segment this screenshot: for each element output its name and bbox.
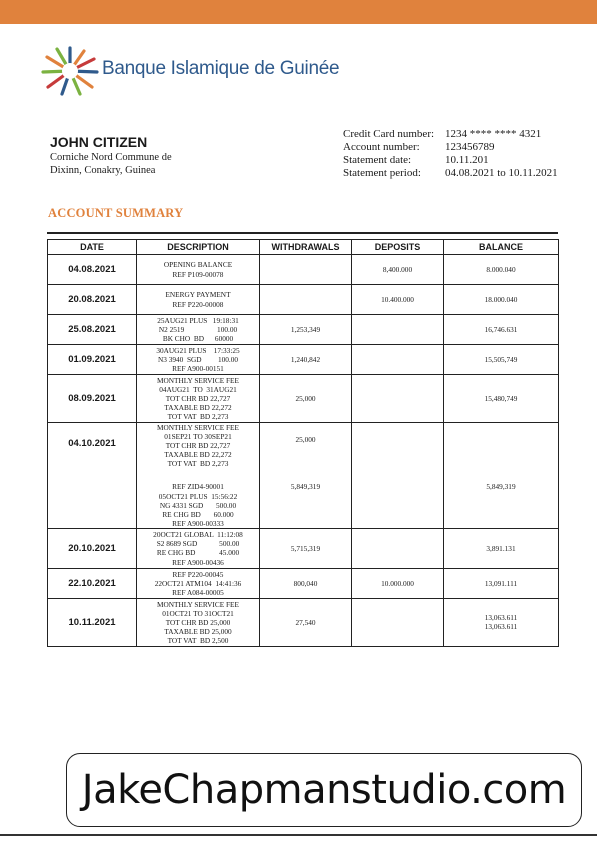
description-line: REF ZID4-90001 [172,482,224,492]
balance-value: 5,849,319 [486,482,516,491]
description-line: 25AUG21 PLUS 19:18:31 [157,315,239,325]
account-label: Statement date: [343,154,412,166]
withdrawal-value: 5,849,319 [290,482,321,492]
description-line: 01OCT21 TO 31OCT21 [162,608,234,618]
row-balance: 15,505,749 [444,345,559,375]
summary-title: ACCOUNT SUMMARY [48,206,184,220]
header-deposits: DEPOSITS [352,240,444,255]
description-gap [137,468,259,482]
table-row [48,568,559,598]
description-line: RE CHG BD 45.000 [156,548,240,558]
description-line: ENERGY PAYMENT [165,290,231,300]
row-date: 01.09.2021 [48,345,137,375]
account-row-statement-period [343,167,558,180]
table-row [48,315,559,345]
account-value: 123456789 [445,141,495,153]
watermark-banner [66,753,582,827]
description-line: REF A900-00436 [172,557,224,567]
account-value: 04.08.2021 to 10.11.2021 [445,167,558,179]
row-date: 08.09.2021 [48,375,137,423]
row-date: 10.11.2021 [48,598,137,646]
row-balance: 18.000.040 [444,285,559,315]
bank-logo-icon [40,45,100,97]
row-deposits [352,375,444,423]
row-description [137,255,260,285]
description-line: 05OCT21 PLUS 15:56:22 [158,491,238,501]
account-details [343,128,558,180]
row-description [137,568,260,598]
client-address-line1: Corniche Nord Commune de [50,152,172,163]
description-line: BK CHO BD 60000 [162,334,234,344]
header-date: DATE [48,240,137,255]
description-line: REF P220-00045 [172,569,224,579]
description-line: S2 8689 SGD 500.00 [156,539,240,549]
table-row [48,528,559,568]
description-line: MONTHLY SERVICE FEE [157,375,239,385]
row-withdrawals: 1,240,842 [260,345,352,375]
description-line: MONTHLY SERVICE FEE [157,599,239,609]
description-line: TAXABLE BD 25,000 [164,626,232,636]
account-label: Account number: [343,141,420,153]
table-row [48,423,559,529]
statement-table [47,239,559,647]
summary-divider [47,232,558,234]
description-line: TOT VAT BD 2,273 [167,459,229,469]
row-deposits [352,528,444,568]
account-row-card [343,128,558,141]
description-line: 22OCT21 ATM104 14:41:36 [154,578,242,588]
top-accent-bar [0,0,597,24]
account-row-statement-date [343,154,558,167]
description-line: TAXABLE BD 22,272 [164,403,232,413]
row-description [137,345,260,375]
account-value: 1234 **** **** 4321 [445,128,542,140]
row-withdrawals: 5,715,319 [260,528,352,568]
description-line: 01SEP21 TO 30SEP21 [164,432,232,442]
description-line: TOT CHR BD 25,000 [165,617,231,627]
row-withdrawals: 1,253,349 [260,315,352,345]
bank-name: Banque Islamique de Guinée [102,58,340,79]
table-row [48,255,559,285]
row-date: 22.10.2021 [48,568,137,598]
row-balance: 16,746.631 [444,315,559,345]
row-description [137,285,260,315]
row-withdrawals: 25,000 [260,375,352,423]
description-line: REF A900-00151 [172,364,224,374]
description-line: NG 4331 SGD 500.00 [159,500,237,510]
withdrawal-value: 25,000 [295,435,316,444]
row-deposits: 8,400.000 [352,255,444,285]
row-balance: 3,891.131 [444,528,559,568]
row-date-text: 04.10.2021 [68,438,116,449]
header-balance: BALANCE [444,240,559,255]
description-line: TOT CHR BD 22,727 [165,393,231,403]
row-description [137,598,260,646]
row-date: 04.08.2021 [48,255,137,285]
description-line: TOT VAT BD 2,273 [167,412,229,422]
header-description: DESCRIPTION [137,240,260,255]
row-balance: 13,091.111 [444,568,559,598]
balance-value: 13,063.611 [484,613,518,623]
description-line: REF P109-00078 [172,269,224,279]
account-label: Statement period: [343,167,421,179]
client-block [50,134,250,177]
row-balance: 8.000.040 [444,255,559,285]
description-line: N3 3940 SGD 100.00 [157,354,239,364]
row-withdrawals: 27,540 [260,598,352,646]
description-line: 20OCT21 GLOBAL 11:12:08 [153,530,243,540]
account-label: Credit Card number: [343,128,435,140]
row-withdrawals [260,423,352,529]
row-withdrawals: 800,040 [260,568,352,598]
row-balance: 15,480,749 [444,375,559,423]
row-withdrawals [260,255,352,285]
row-deposits [352,598,444,646]
row-deposits [352,315,444,345]
row-date: 20.08.2021 [48,285,137,315]
row-description [137,315,260,345]
row-deposits: 10.000.000 [352,568,444,598]
watermark-text: JakeChapmanstudio.com [81,767,567,813]
row-deposits [352,345,444,375]
row-balance [444,598,559,646]
table-header-row [48,240,559,255]
row-date: 20.10.2021 [48,528,137,568]
row-deposits [352,423,444,529]
description-line: 30AUG21 PLUS 17:33:25 [156,345,240,355]
row-date [48,423,137,529]
balance-value: 13,063.611 [484,622,518,632]
description-line: REF A900-00333 [172,518,224,528]
row-description [137,528,260,568]
row-deposits: 10.400.000 [352,285,444,315]
account-row-number [343,141,558,154]
account-value: 10.11.201 [445,154,489,166]
description-line: TOT CHR BD 22,727 [165,441,231,451]
row-description [137,375,260,423]
description-line: 04AUG21 TO 31AUG21 [159,384,237,394]
row-date: 25.08.2021 [48,315,137,345]
row-description [137,423,260,529]
description-line: TAXABLE BD 22,272 [164,450,232,460]
description-line: REF A084-00005 [172,587,224,597]
description-line: RE CHG BD 60.000 [162,509,234,519]
description-line: MONTHLY SERVICE FEE [157,423,239,432]
table-row [48,285,559,315]
description-line: N2 2519 100.00 [158,324,238,334]
client-name: JOHN CITIZEN [50,134,148,150]
row-balance [444,423,559,529]
table-row [48,598,559,646]
row-withdrawals [260,285,352,315]
bottom-rule [0,834,597,836]
description-line: OPENING BALANCE [163,260,233,270]
client-address-line2: Dixinn, Conakry, Guinea [50,164,156,176]
description-line: TOT VAT BD 2,500 [167,636,229,646]
header-withdrawals: WITHDRAWALS [260,240,352,255]
description-line: REF P220-00008 [172,299,224,309]
table-row [48,375,559,423]
table-row [48,345,559,375]
